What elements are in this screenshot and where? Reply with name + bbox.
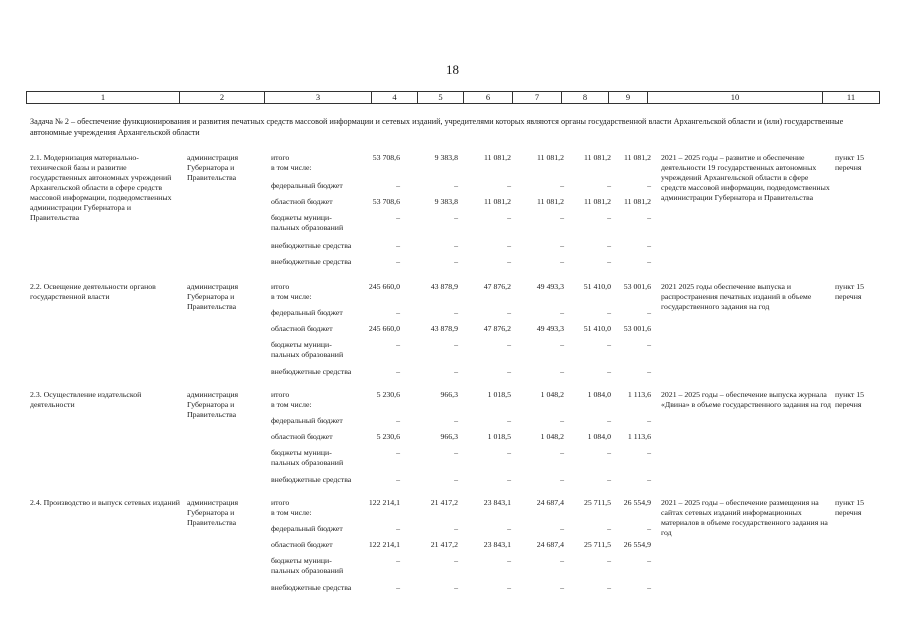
source-including: в том числе: <box>271 292 312 301</box>
col-header-1: 1 <box>27 92 180 103</box>
value-cell: – <box>454 367 458 376</box>
value-cell: 53 708,6 <box>372 197 400 206</box>
source-municipal: бюджеты муници- <box>271 556 332 565</box>
value-cell: – <box>454 448 458 457</box>
value-cell: 11 081,2 <box>537 197 564 206</box>
source-itogo: итого <box>271 390 290 399</box>
value-cell: – <box>396 340 400 349</box>
source-municipal-cont: пальных образований <box>271 223 344 232</box>
column-number-header <box>26 91 880 104</box>
value-cell: 49 493,3 <box>536 282 564 291</box>
value-cell: – <box>396 583 400 592</box>
source-federal: федеральный бюджет <box>271 524 343 533</box>
value-cell: 43 878,9 <box>430 282 458 291</box>
value-cell: – <box>454 583 458 592</box>
source-including: в том числе: <box>271 400 312 409</box>
col-header-11: 11 <box>846 92 856 102</box>
value-cell: – <box>507 340 511 349</box>
value-cell: – <box>560 448 564 457</box>
measure-result: 2021 – 2025 годы – обеспечение выпуска журнала «Двина» в объеме государственного задания на год <box>661 390 832 409</box>
value-cell: – <box>560 583 564 592</box>
value-cell: 5 230,6 <box>376 432 400 441</box>
value-cell: – <box>454 308 458 317</box>
value-cell: 11 081,2 <box>484 153 511 162</box>
value-cell: – <box>507 213 511 222</box>
col-header-9: 9 <box>609 92 648 103</box>
measure-ref: пункт 15 перечня <box>835 390 865 409</box>
value-cell: – <box>560 524 564 533</box>
value-cell: – <box>396 257 400 266</box>
value-cell: – <box>396 308 400 317</box>
value-cell: 9 383,8 <box>434 197 458 206</box>
value-cell: – <box>507 257 511 266</box>
measure-executor: администрация Губернатора и Правительства <box>187 390 239 419</box>
value-cell: 21 417,2 <box>430 498 458 507</box>
measure-result: 2021 – 2025 годы – развитие и обеспечение деятельности 19 государственных автономных учреждений Архангельской области в сфере средств массовой информации, подведомственных администрации Губернатора и Правительства <box>661 153 830 202</box>
value-cell: 47 876,2 <box>483 324 511 333</box>
value-cell: – <box>607 213 611 222</box>
source-itogo: итого <box>271 282 290 291</box>
value-cell: – <box>607 583 611 592</box>
col-header-3: 3 <box>265 92 372 103</box>
value-cell: – <box>647 524 651 533</box>
value-cell: – <box>396 475 400 484</box>
value-cell: – <box>396 556 400 565</box>
value-cell: 966,3 <box>440 432 458 441</box>
col-header-8: 8 <box>562 92 609 103</box>
value-cell: 51 410,0 <box>583 282 611 291</box>
value-cell: – <box>507 475 511 484</box>
source-extrabudget: внебюджетные средства <box>271 241 352 250</box>
value-cell: – <box>396 181 400 190</box>
col-header-4: 4 <box>372 92 418 103</box>
value-cell: – <box>454 241 458 250</box>
value-cell: 25 711,5 <box>584 540 611 549</box>
value-cell: – <box>607 556 611 565</box>
value-cell: – <box>454 340 458 349</box>
value-cell: – <box>396 213 400 222</box>
value-cell: 1 084,0 <box>587 390 611 399</box>
value-cell: 25 711,5 <box>584 498 611 507</box>
value-cell: – <box>647 367 651 376</box>
source-municipal: бюджеты муници- <box>271 448 332 457</box>
source-oblast: областной бюджет <box>271 324 333 333</box>
value-cell: 11 081,2 <box>624 197 651 206</box>
value-cell: – <box>396 416 400 425</box>
col-header-10: 10 <box>648 92 823 103</box>
source-municipal-cont: пальных образований <box>271 566 344 575</box>
value-cell: – <box>396 448 400 457</box>
value-cell: 11 081,2 <box>584 153 611 162</box>
value-cell: – <box>507 556 511 565</box>
value-cell: 23 843,1 <box>483 498 511 507</box>
value-cell: 1 018,5 <box>487 432 511 441</box>
source-itogo: итого <box>271 498 290 507</box>
value-cell: – <box>507 524 511 533</box>
col-header-7: 7 <box>513 92 562 103</box>
value-cell: 26 554,9 <box>623 540 651 549</box>
measure-name: 2.4. Производство и выпуск сетевых изданий <box>30 498 180 507</box>
value-cell: – <box>647 213 651 222</box>
value-cell: – <box>507 448 511 457</box>
source-itogo: итого <box>271 153 290 162</box>
value-cell: – <box>507 241 511 250</box>
value-cell: 1 048,2 <box>540 390 564 399</box>
source-extrabudget: внебюджетные средства <box>271 583 352 592</box>
value-cell: 11 081,2 <box>624 153 651 162</box>
value-cell: – <box>396 524 400 533</box>
source-municipal: бюджеты муници- <box>271 213 332 222</box>
value-cell: 26 554,9 <box>623 498 651 507</box>
value-cell: 53 001,6 <box>623 282 651 291</box>
value-cell: – <box>607 448 611 457</box>
value-cell: – <box>507 181 511 190</box>
measure-executor: администрация Губернатора и Правительства <box>187 498 239 527</box>
col-header-5: 5 <box>418 92 464 103</box>
source-oblast: областной бюджет <box>271 432 333 441</box>
value-cell: – <box>607 257 611 266</box>
value-cell: – <box>560 181 564 190</box>
value-cell: – <box>647 416 651 425</box>
value-cell: – <box>454 213 458 222</box>
page-number: 18 <box>446 62 459 77</box>
value-cell: – <box>507 367 511 376</box>
value-cell: – <box>607 524 611 533</box>
value-cell: – <box>647 340 651 349</box>
value-cell: 43 878,9 <box>430 324 458 333</box>
value-cell: – <box>607 181 611 190</box>
value-cell: – <box>560 257 564 266</box>
value-cell: 11 081,2 <box>584 197 611 206</box>
measure-ref: пункт 15 перечня <box>835 153 865 172</box>
value-cell: – <box>647 448 651 457</box>
value-cell: 53 708,6 <box>372 153 400 162</box>
value-cell: 11 081,2 <box>484 197 511 206</box>
value-cell: 1 113,6 <box>627 390 651 399</box>
value-cell: 49 493,3 <box>536 324 564 333</box>
source-oblast: областной бюджет <box>271 540 333 549</box>
value-cell: – <box>647 181 651 190</box>
source-including: в том числе: <box>271 508 312 517</box>
value-cell: – <box>454 475 458 484</box>
value-cell: – <box>647 241 651 250</box>
source-federal: федеральный бюджет <box>271 308 343 317</box>
source-federal: федеральный бюджет <box>271 416 343 425</box>
value-cell: – <box>396 241 400 250</box>
value-cell: – <box>454 181 458 190</box>
value-cell: – <box>507 583 511 592</box>
value-cell: – <box>647 583 651 592</box>
measure-ref: пункт 15 перечня <box>835 282 865 301</box>
source-federal: федеральный бюджет <box>271 181 343 190</box>
value-cell: 47 876,2 <box>483 282 511 291</box>
value-cell: – <box>396 367 400 376</box>
value-cell: 1 048,2 <box>540 432 564 441</box>
measure-executor: администрация Губернатора и Правительства <box>187 153 239 182</box>
value-cell: – <box>607 367 611 376</box>
value-cell: 9 383,8 <box>434 153 458 162</box>
measure-ref: пункт 15 перечня <box>835 498 865 517</box>
value-cell: – <box>647 556 651 565</box>
source-oblast: областной бюджет <box>271 197 333 206</box>
value-cell: 51 410,0 <box>583 324 611 333</box>
value-cell: – <box>647 257 651 266</box>
value-cell: – <box>607 416 611 425</box>
value-cell: – <box>454 257 458 266</box>
value-cell: – <box>560 416 564 425</box>
value-cell: 21 417,2 <box>430 540 458 549</box>
value-cell: – <box>560 475 564 484</box>
value-cell: 122 214,1 <box>368 498 400 507</box>
value-cell: – <box>560 367 564 376</box>
value-cell: – <box>647 475 651 484</box>
value-cell: – <box>560 241 564 250</box>
value-cell: 245 660,0 <box>368 324 400 333</box>
value-cell: 122 214,1 <box>368 540 400 549</box>
value-cell: – <box>560 340 564 349</box>
value-cell: – <box>454 556 458 565</box>
source-including: в том числе: <box>271 163 312 172</box>
source-municipal-cont: пальных образований <box>271 350 344 359</box>
source-extrabudget: внебюджетные средства <box>271 475 352 484</box>
measure-result: 2021 2025 годы обеспечение выпуска и распространения печатных изданий в объеме государственного задания на год <box>661 282 812 311</box>
value-cell: 245 660,0 <box>368 282 400 291</box>
value-cell: – <box>454 524 458 533</box>
value-cell: 1 113,6 <box>627 432 651 441</box>
source-municipal: бюджеты муници- <box>271 340 332 349</box>
value-cell: – <box>454 416 458 425</box>
value-cell: 24 687,4 <box>536 498 564 507</box>
value-cell: – <box>507 308 511 317</box>
value-cell: – <box>560 308 564 317</box>
value-cell: 1 018,5 <box>487 390 511 399</box>
value-cell: – <box>647 308 651 317</box>
value-cell: 5 230,6 <box>376 390 400 399</box>
col-header-6: 6 <box>464 92 513 103</box>
measure-executor: администрация Губернатора и Правительства <box>187 282 239 311</box>
source-extrabudget: внебюджетные средства <box>271 367 352 376</box>
value-cell: 1 084,0 <box>587 432 611 441</box>
value-cell: – <box>560 213 564 222</box>
value-cell: 23 843,1 <box>483 540 511 549</box>
col-header-2: 2 <box>180 92 265 103</box>
value-cell: – <box>507 416 511 425</box>
value-cell: 11 081,2 <box>537 153 564 162</box>
measure-name: 2.1. Модернизация материально-технической базы и развитие государственных автономных учреждений Архангельской области в сфере средств массовой информации, подведомственных администрации Губернатора и Правительства <box>30 153 172 222</box>
value-cell: – <box>607 308 611 317</box>
value-cell: 53 001,6 <box>623 324 651 333</box>
measure-name: 2.2. Освещение деятельности органов государственной власти <box>30 282 156 301</box>
value-cell: – <box>607 241 611 250</box>
task-title: Задача № 2 – обеспечение функционирования и развития печатных средств массовой информации и сетевых изданий, учредителями которых являются органы государственной власти Архангельской области и (или) государственные автономные учреждения Архангельской области <box>30 117 844 137</box>
value-cell: – <box>607 475 611 484</box>
measure-name: 2.3. Осуществление издательской деятельности <box>30 390 142 409</box>
value-cell: – <box>607 340 611 349</box>
source-extrabudget: внебюджетные средства <box>271 257 352 266</box>
value-cell: 24 687,4 <box>536 540 564 549</box>
source-municipal-cont: пальных образований <box>271 458 344 467</box>
value-cell: 966,3 <box>440 390 458 399</box>
measure-result: 2021 – 2025 годы – обеспечение размещения на сайтах сетевых изданий информационных материалов в объеме государственного задания на год <box>661 498 828 537</box>
value-cell: – <box>560 556 564 565</box>
